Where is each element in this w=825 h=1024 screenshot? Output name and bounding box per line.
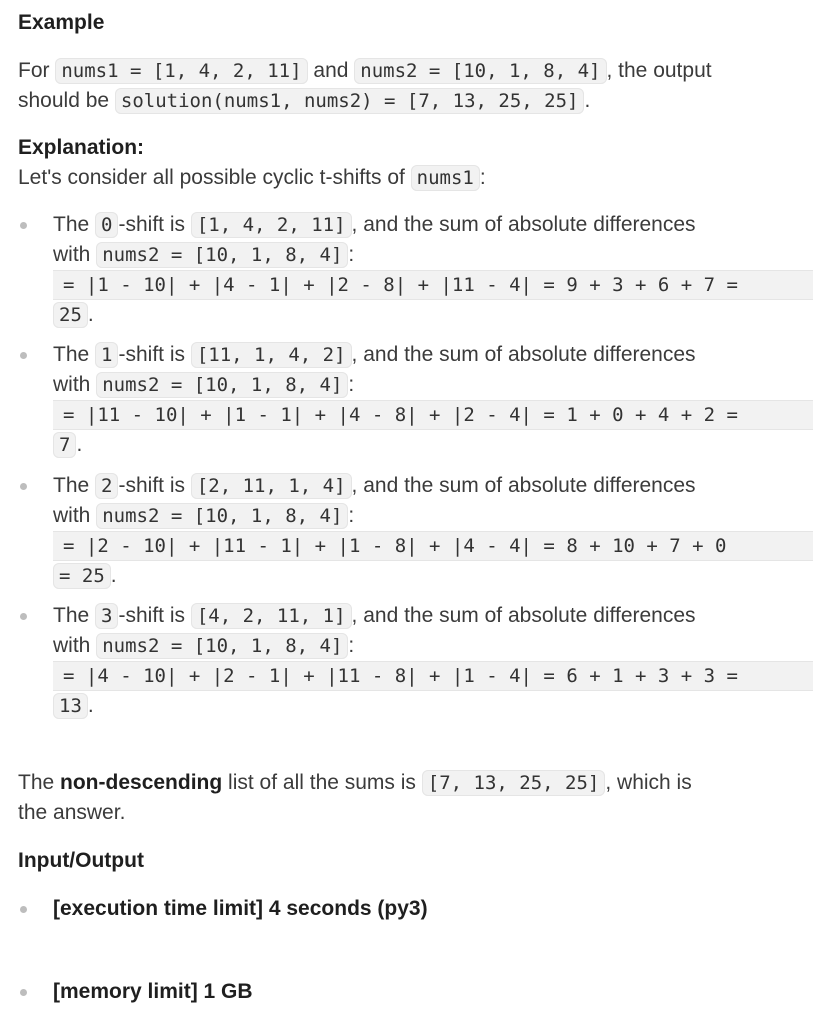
shift-item-2: The 2 -shift is [2, 11, 1, 4] , and the sum of absolute differences with nums2 = [10, 1, 8, 4] : xyxy=(53,474,696,527)
shift-equation-3: = |4 - 10| + |2 - 1| + |11 - 8| + |1 - 4| = 6 + 1 + 3 + 3 = xyxy=(53,661,813,691)
intro-text: . xyxy=(584,89,591,112)
shift-result-2: = 25 . xyxy=(53,561,117,591)
nums2-code: nums2 = [10, 1, 8, 4] xyxy=(96,242,348,268)
shift-index: 3 xyxy=(95,603,118,629)
shift-result-0: 25 . xyxy=(53,300,94,330)
intro-text: For xyxy=(18,59,56,82)
answer-code: [7, 13, 25, 25] xyxy=(422,770,606,796)
shift-index: 2 xyxy=(95,473,118,499)
bullet-dot xyxy=(20,352,27,359)
conclusion: The non-descending list of all the sums is [7, 13, 25, 25] , which is the answer. xyxy=(18,771,692,824)
solution-code: solution(nums1, nums2) = [7, 13, 25, 25] xyxy=(115,88,585,114)
example-intro xyxy=(18,56,805,116)
shift-array: [2, 11, 1, 4] xyxy=(191,473,352,499)
shift-item-0: The 0 -shift is [1, 4, 2, 11] , and the sum of absolute differences with nums2 = [10, 1, 8, 4] : xyxy=(53,213,696,266)
example-heading: Example xyxy=(18,11,105,34)
nums1-code: nums1 xyxy=(411,165,480,191)
nums2-code: nums2 = [10, 1, 8, 4] xyxy=(96,633,348,659)
explanation-lead: Let's consider all possible cyclic t-shifts of nums1 : xyxy=(18,166,486,189)
nums1-code: nums1 = [1, 4, 2, 11] xyxy=(55,58,307,84)
shift-equation-1: = |11 - 10| + |1 - 1| + |4 - 8| + |2 - 4| = 1 + 0 + 4 + 2 = xyxy=(53,400,813,430)
io-heading: Input/Output xyxy=(18,849,144,872)
shift-equation-0: = |1 - 10| + |4 - 1| + |2 - 8| + |11 - 4| = 9 + 3 + 6 + 7 = xyxy=(53,270,813,300)
shift-array: [11, 1, 4, 2] xyxy=(191,342,352,368)
bullet-dot xyxy=(20,906,27,913)
shift-item-1: The 1 -shift is [11, 1, 4, 2] , and the sum of absolute differences with nums2 = [10, 1, 8, 4] : xyxy=(53,343,696,396)
intro-text: and xyxy=(307,59,355,82)
shift-array: [1, 4, 2, 11] xyxy=(191,212,352,238)
bold-term: non-descending xyxy=(60,771,223,794)
shift-equation-2: = |2 - 10| + |11 - 1| + |1 - 8| + |4 - 4| = 8 + 10 + 7 + 0 xyxy=(53,531,813,561)
shift-result-1: 7 . xyxy=(53,430,82,460)
nums2-code: nums2 = [10, 1, 8, 4] xyxy=(354,58,606,84)
io-item-memory-limit[interactable]: [memory limit] 1 GB xyxy=(53,980,253,1003)
shift-result-3: 13 . xyxy=(53,691,94,721)
bullet-dot xyxy=(20,222,27,229)
nums2-code: nums2 = [10, 1, 8, 4] xyxy=(96,372,348,398)
bullet-dot xyxy=(20,483,27,490)
nums2-code: nums2 = [10, 1, 8, 4] xyxy=(96,503,348,529)
intro-text: should be xyxy=(18,89,115,112)
bullet-dot xyxy=(20,613,27,620)
shift-array: [4, 2, 11, 1] xyxy=(191,603,352,629)
shift-index: 0 xyxy=(95,212,118,238)
shift-index: 1 xyxy=(95,342,118,368)
bullet-dot xyxy=(20,989,27,996)
shift-item-3: The 3 -shift is [4, 2, 11, 1] , and the sum of absolute differences with nums2 = [10, 1, 8, 4] : xyxy=(53,604,696,657)
explanation-heading: Explanation: xyxy=(18,136,145,159)
intro-text: , the output xyxy=(606,59,712,82)
io-item-time-limit[interactable]: [execution time limit] 4 seconds (py3) xyxy=(53,897,428,920)
